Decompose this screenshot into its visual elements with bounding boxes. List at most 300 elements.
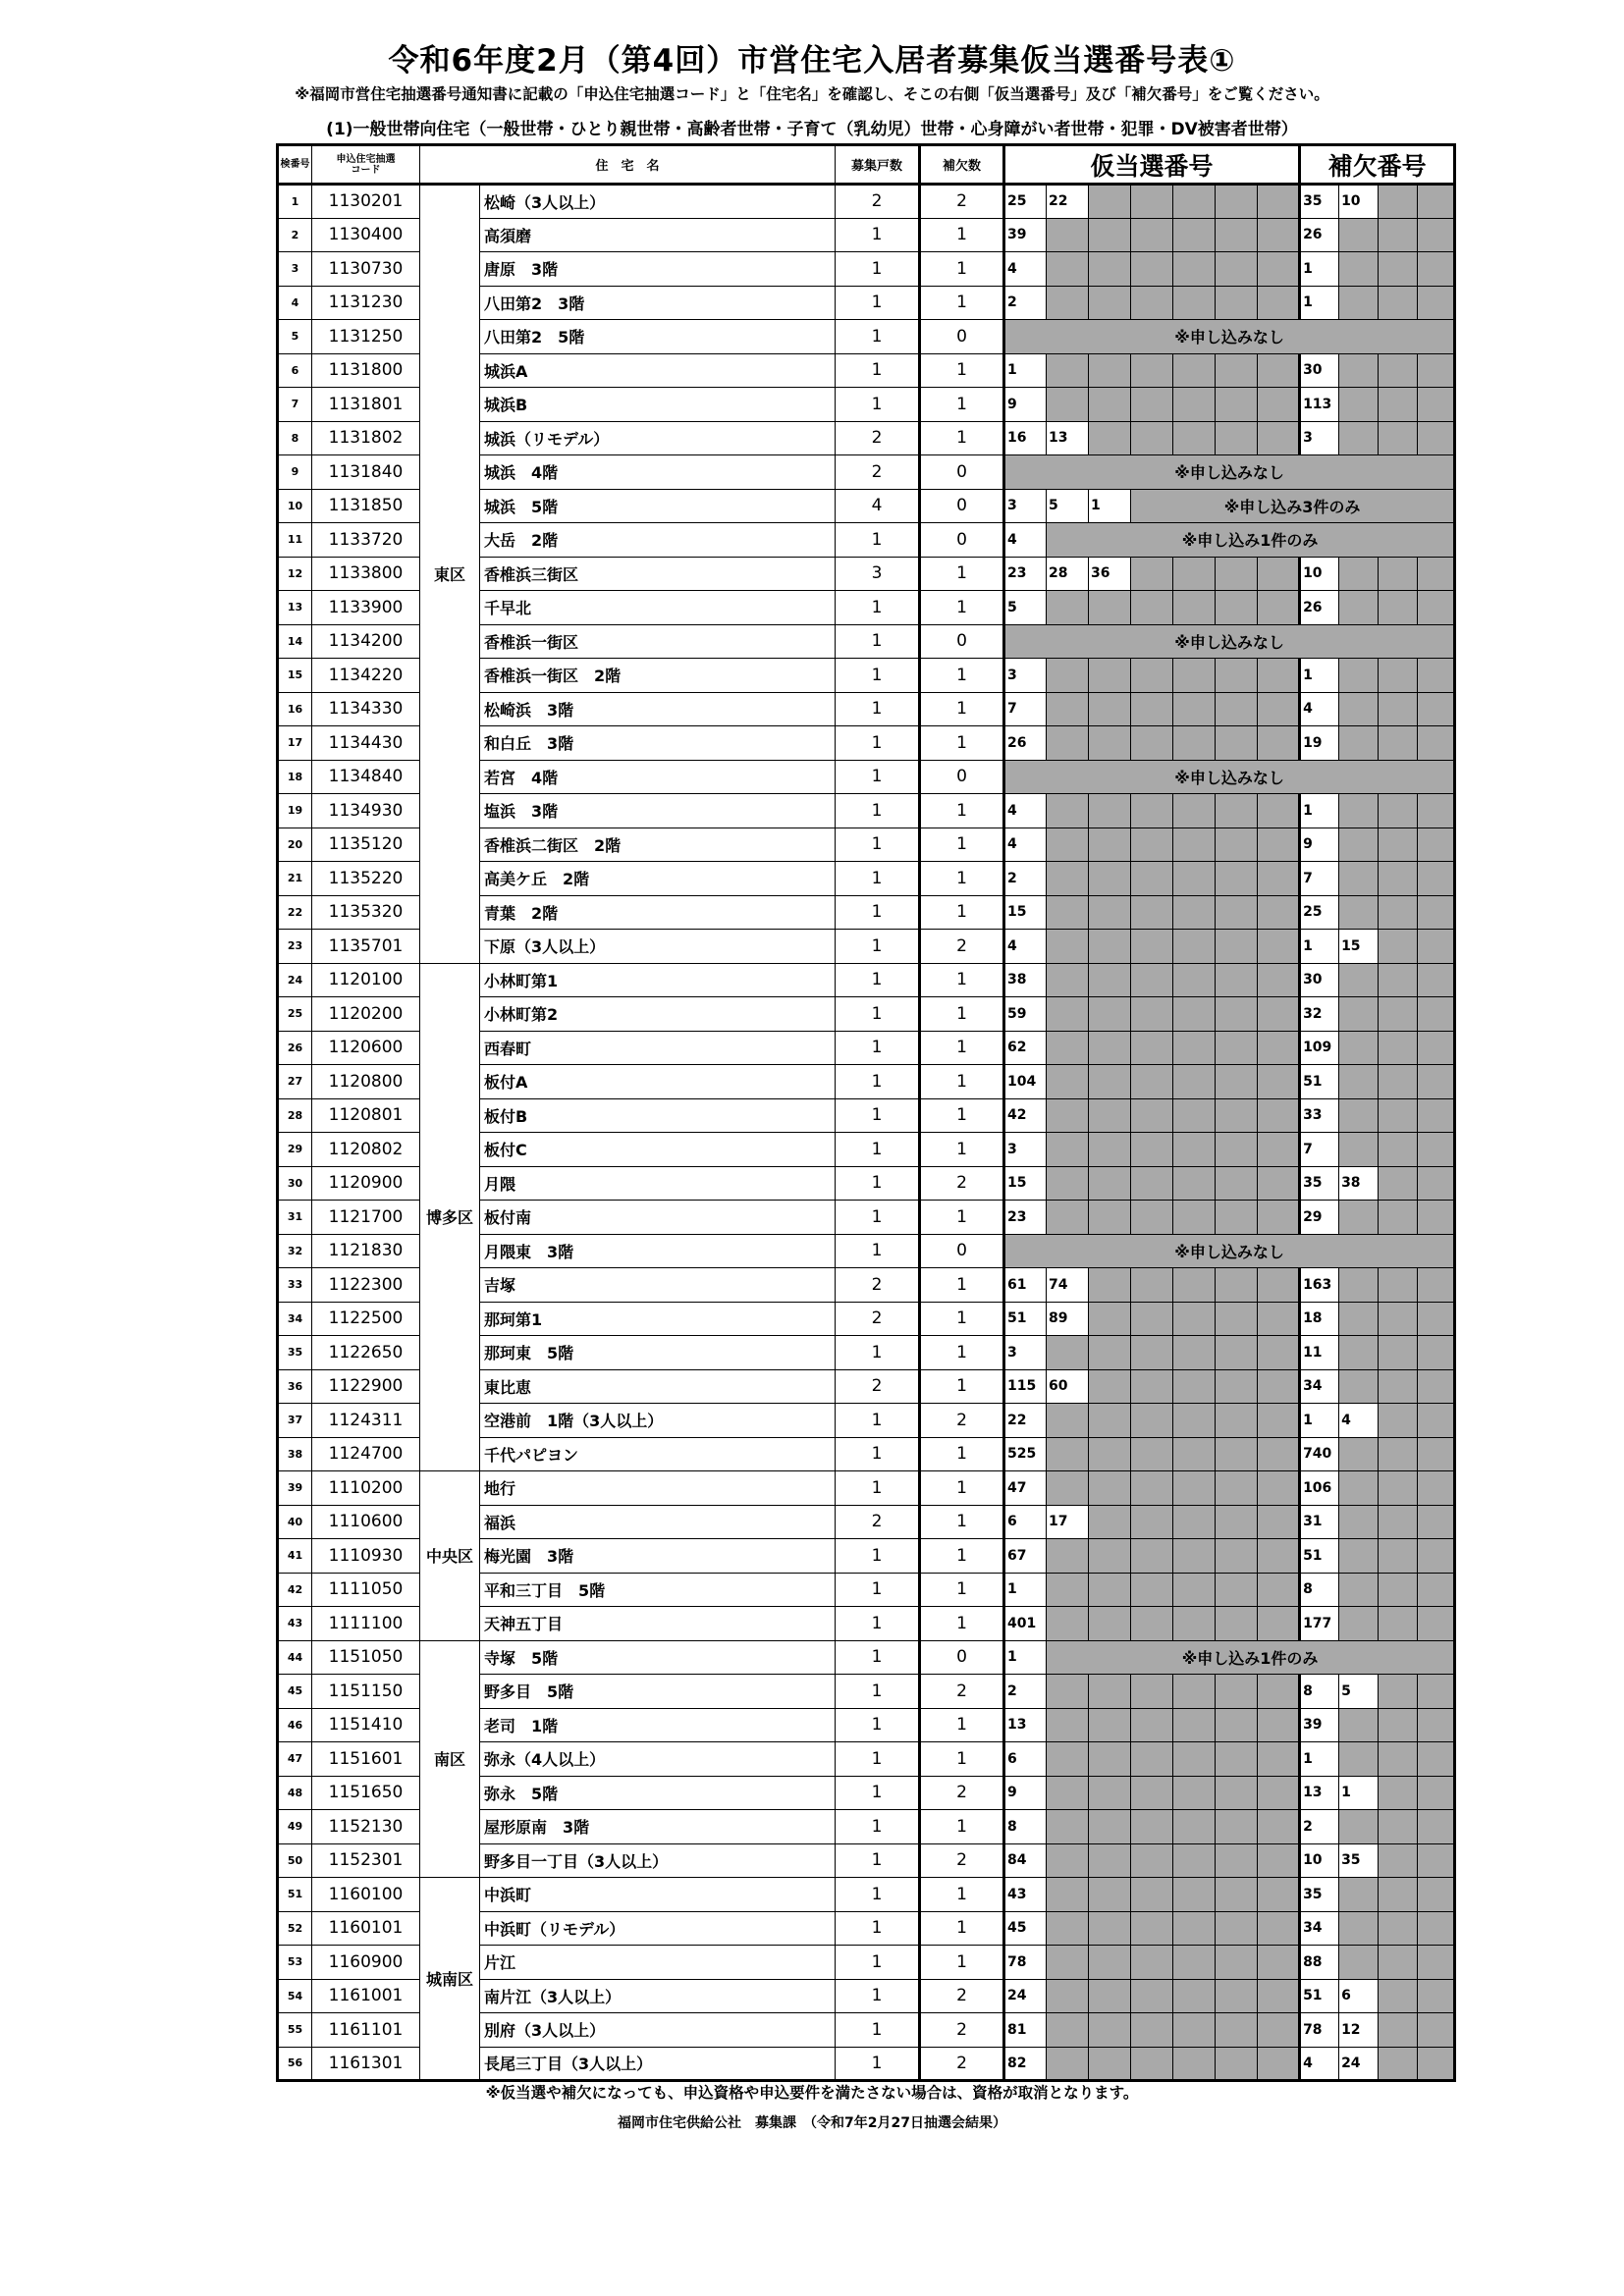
- empty-cell: [1339, 1742, 1379, 1777]
- row-number: 52: [278, 1911, 312, 1946]
- empty-cell: [1216, 1607, 1258, 1641]
- empty-cell: [1216, 1404, 1258, 1438]
- lottery-code: 1131250: [312, 320, 420, 354]
- empty-cell: [1379, 997, 1418, 1032]
- row-number: 26: [278, 1031, 312, 1065]
- provisional-winner-number: 61: [1004, 1268, 1047, 1303]
- row-number: 33: [278, 1268, 312, 1303]
- empty-cell: [1339, 828, 1379, 862]
- empty-cell: [1258, 997, 1300, 1032]
- waitlist-number: 38: [1339, 1166, 1379, 1201]
- provisional-winner-number: 13: [1047, 421, 1089, 455]
- empty-cell: [1379, 1404, 1418, 1438]
- waitlist-number: 740: [1300, 1437, 1339, 1471]
- empty-cell: [1131, 1302, 1173, 1336]
- empty-cell: [1131, 388, 1173, 422]
- empty-cell: [1216, 895, 1258, 930]
- empty-cell: [1173, 692, 1216, 726]
- empty-cell: [1089, 1133, 1131, 1167]
- recruit-count: 1: [836, 1640, 920, 1675]
- provisional-winner-number: 59: [1004, 997, 1047, 1032]
- empty-cell: [1173, 1810, 1216, 1844]
- waitlist-number: 4: [1300, 692, 1339, 726]
- lottery-code: 1134200: [312, 624, 420, 659]
- provisional-winner-number: 17: [1047, 1505, 1089, 1539]
- empty-cell: [1173, 557, 1216, 591]
- empty-cell: [1089, 692, 1131, 726]
- lottery-code: 1160101: [312, 1911, 420, 1946]
- waitlist-count: 1: [920, 1437, 1004, 1471]
- empty-cell: [1216, 794, 1258, 828]
- empty-cell: [1131, 591, 1173, 625]
- empty-cell: [1131, 1776, 1173, 1810]
- lottery-code: 1131800: [312, 353, 420, 388]
- empty-cell: [1216, 1776, 1258, 1810]
- waitlist-number: 15: [1339, 930, 1379, 964]
- housing-category: (1)一般世帯向住宅（一般世帯・ひとり親世帯・高齢者世帯・子育て（乳幼児）世帯・心身障がい者世帯・犯罪・DV被害者世帯）: [326, 120, 1298, 139]
- housing-name: 弥永 5階: [480, 1776, 836, 1810]
- empty-cell: [1216, 1098, 1258, 1133]
- empty-cell: [1131, 1946, 1173, 1980]
- waitlist-number: 8: [1300, 1573, 1339, 1607]
- lottery-code: 1122500: [312, 1302, 420, 1336]
- housing-name: 八田第2 5階: [480, 320, 836, 354]
- recruit-count: 1: [836, 1471, 920, 1506]
- empty-cell: [1173, 963, 1216, 997]
- empty-cell: [1258, 1946, 1300, 1980]
- empty-cell: [1418, 1708, 1455, 1742]
- lottery-code: 1160900: [312, 1946, 420, 1980]
- header-no: 検番号: [278, 145, 312, 185]
- row-number: 41: [278, 1539, 312, 1574]
- empty-cell: [1089, 997, 1131, 1032]
- empty-cell: [1173, 862, 1216, 896]
- empty-cell: [1379, 421, 1418, 455]
- empty-cell: [1379, 1031, 1418, 1065]
- empty-cell: [1339, 1946, 1379, 1980]
- empty-cell: [1418, 1539, 1455, 1574]
- empty-cell: [1131, 1843, 1173, 1878]
- page-title: 令和6年度2月（第4回）市営住宅入居者募集仮当選番号表①: [388, 43, 1236, 79]
- provisional-winner-number: 60: [1047, 1369, 1089, 1404]
- lottery-code: 1122650: [312, 1336, 420, 1370]
- recruit-count: 1: [836, 1133, 920, 1167]
- empty-cell: [1379, 1810, 1418, 1844]
- empty-cell: [1379, 1336, 1418, 1370]
- empty-cell: [1173, 1369, 1216, 1404]
- waitlist-number: 35: [1300, 1878, 1339, 1912]
- empty-cell: [1089, 1675, 1131, 1709]
- housing-name: 弥永（4人以上）: [480, 1742, 836, 1777]
- empty-cell: [1418, 659, 1455, 693]
- empty-cell: [1379, 1098, 1418, 1133]
- provisional-winner-number: 4: [1004, 930, 1047, 964]
- housing-name: 小林町第2: [480, 997, 836, 1032]
- district-name: 南区: [420, 1640, 480, 1878]
- waitlist-number: 163: [1300, 1268, 1339, 1303]
- empty-cell: [1089, 1437, 1131, 1471]
- lottery-code: 1151650: [312, 1776, 420, 1810]
- row-number: 2: [278, 218, 312, 252]
- lottery-code: 1120802: [312, 1133, 420, 1167]
- empty-cell: [1418, 1133, 1455, 1167]
- empty-cell: [1216, 353, 1258, 388]
- provisional-winner-number: 39: [1004, 218, 1047, 252]
- provisional-winner-number: 15: [1004, 1166, 1047, 1201]
- empty-cell: [1089, 388, 1131, 422]
- waitlist-count: 1: [920, 794, 1004, 828]
- waitlist-count: 2: [920, 1675, 1004, 1709]
- lottery-code: 1124311: [312, 1404, 420, 1438]
- empty-cell: [1173, 1979, 1216, 2013]
- empty-cell: [1258, 1065, 1300, 1099]
- empty-cell: [1379, 1065, 1418, 1099]
- empty-cell: [1047, 1878, 1089, 1912]
- waitlist-count: 1: [920, 1369, 1004, 1404]
- provisional-winner-number: 9: [1004, 388, 1047, 422]
- empty-cell: [1216, 1336, 1258, 1370]
- empty-cell: [1047, 1810, 1089, 1844]
- row-number: 35: [278, 1336, 312, 1370]
- waitlist-count: 1: [920, 1098, 1004, 1133]
- row-number: 56: [278, 2047, 312, 2081]
- lottery-code: 1135120: [312, 828, 420, 862]
- empty-cell: [1173, 286, 1216, 320]
- recruit-count: 1: [836, 388, 920, 422]
- empty-cell: [1339, 1708, 1379, 1742]
- recruit-count: 1: [836, 353, 920, 388]
- waitlist-count: 2: [920, 1843, 1004, 1878]
- waitlist-number: 4: [1300, 2047, 1339, 2081]
- row-number: 6: [278, 353, 312, 388]
- lottery-code: 1151050: [312, 1640, 420, 1675]
- lottery-code: 1151410: [312, 1708, 420, 1742]
- housing-name: 中浜町（リモデル）: [480, 1911, 836, 1946]
- empty-cell: [1047, 286, 1089, 320]
- row-number: 24: [278, 963, 312, 997]
- empty-cell: [1216, 1708, 1258, 1742]
- lottery-code: 1152130: [312, 1810, 420, 1844]
- empty-cell: [1339, 997, 1379, 1032]
- waitlist-count: 1: [920, 218, 1004, 252]
- empty-cell: [1379, 1539, 1418, 1574]
- empty-cell: [1258, 692, 1300, 726]
- empty-cell: [1047, 1607, 1089, 1641]
- empty-cell: [1216, 591, 1258, 625]
- empty-cell: [1216, 2013, 1258, 2048]
- lottery-code: 1131840: [312, 455, 420, 490]
- empty-cell: [1131, 557, 1173, 591]
- empty-cell: [1418, 794, 1455, 828]
- recruit-count: 2: [836, 1505, 920, 1539]
- provisional-winner-number: 25: [1004, 185, 1047, 219]
- waitlist-number: 35: [1339, 1843, 1379, 1878]
- district-name: 中央区: [420, 1471, 480, 1641]
- empty-cell: [1379, 794, 1418, 828]
- empty-cell: [1258, 930, 1300, 964]
- waitlist-number: 109: [1300, 1031, 1339, 1065]
- recruit-count: 1: [836, 1776, 920, 1810]
- empty-cell: [1418, 1302, 1455, 1336]
- empty-cell: [1047, 388, 1089, 422]
- empty-cell: [1258, 1607, 1300, 1641]
- provisional-winner-number: 2: [1004, 1675, 1047, 1709]
- housing-name: 下原（3人以上）: [480, 930, 836, 964]
- housing-name: 城浜 5階: [480, 489, 836, 523]
- housing-name: 野多目 5階: [480, 1675, 836, 1709]
- empty-cell: [1216, 1675, 1258, 1709]
- empty-cell: [1258, 1268, 1300, 1303]
- waitlist-number: 32: [1300, 997, 1339, 1032]
- empty-cell: [1418, 252, 1455, 287]
- empty-cell: [1173, 1878, 1216, 1912]
- empty-cell: [1216, 286, 1258, 320]
- waitlist-number: 9: [1300, 828, 1339, 862]
- empty-cell: [1131, 1201, 1173, 1235]
- empty-cell: [1047, 1437, 1089, 1471]
- provisional-winner-number: 1: [1089, 489, 1131, 523]
- empty-cell: [1089, 1302, 1131, 1336]
- empty-cell: [1216, 692, 1258, 726]
- empty-cell: [1339, 1539, 1379, 1574]
- disclaimer-note: ※仮当選や補欠になっても、申込資格や申込要件を満たさない場合は、資格が取消となります。: [485, 2084, 1139, 2102]
- empty-cell: [1047, 1065, 1089, 1099]
- empty-cell: [1173, 1098, 1216, 1133]
- empty-cell: [1418, 1946, 1455, 1980]
- empty-cell: [1089, 1201, 1131, 1235]
- row-number: 4: [278, 286, 312, 320]
- empty-cell: [1089, 828, 1131, 862]
- recruit-count: 1: [836, 1166, 920, 1201]
- empty-cell: [1173, 1302, 1216, 1336]
- waitlist-count: 0: [920, 320, 1004, 354]
- waitlist-number: 1: [1300, 252, 1339, 287]
- empty-cell: [1131, 1810, 1173, 1844]
- recruit-count: 2: [836, 455, 920, 490]
- housing-name: 高美ケ丘 2階: [480, 862, 836, 896]
- empty-cell: [1216, 1437, 1258, 1471]
- empty-cell: [1379, 388, 1418, 422]
- empty-cell: [1089, 1369, 1131, 1404]
- table-row: [278, 1878, 1455, 1912]
- lottery-code: 1134430: [312, 726, 420, 761]
- empty-cell: [1379, 1878, 1418, 1912]
- empty-cell: [1339, 286, 1379, 320]
- empty-cell: [1216, 659, 1258, 693]
- row-number: 5: [278, 320, 312, 354]
- waitlist-number: 26: [1300, 218, 1339, 252]
- provisional-winner-number: 6: [1004, 1505, 1047, 1539]
- waitlist-count: 1: [920, 1911, 1004, 1946]
- empty-cell: [1258, 1166, 1300, 1201]
- empty-cell: [1418, 1878, 1455, 1912]
- empty-cell: [1418, 1573, 1455, 1607]
- waitlist-count: 2: [920, 1776, 1004, 1810]
- empty-cell: [1379, 828, 1418, 862]
- recruit-count: 1: [836, 1573, 920, 1607]
- empty-cell: [1173, 1437, 1216, 1471]
- empty-cell: [1047, 997, 1089, 1032]
- waitlist-number: 10: [1339, 185, 1379, 219]
- empty-cell: [1089, 862, 1131, 896]
- empty-cell: [1089, 421, 1131, 455]
- lottery-code: 1133720: [312, 523, 420, 558]
- recruit-count: 1: [836, 1979, 920, 2013]
- provisional-winner-number: 67: [1004, 1539, 1047, 1574]
- empty-cell: [1258, 1336, 1300, 1370]
- provisional-winner-number: 1: [1004, 353, 1047, 388]
- waitlist-number: 8: [1300, 1675, 1339, 1709]
- empty-cell: [1216, 1471, 1258, 1506]
- empty-cell: [1089, 1471, 1131, 1506]
- empty-cell: [1379, 1166, 1418, 1201]
- empty-cell: [1089, 185, 1131, 219]
- waitlist-number: 19: [1300, 726, 1339, 761]
- empty-cell: [1216, 997, 1258, 1032]
- waitlist-count: 2: [920, 2013, 1004, 2048]
- empty-cell: [1131, 1607, 1173, 1641]
- empty-cell: [1131, 726, 1173, 761]
- waitlist-number: 51: [1300, 1979, 1339, 2013]
- empty-cell: [1258, 185, 1300, 219]
- empty-cell: [1216, 388, 1258, 422]
- empty-cell: [1089, 1098, 1131, 1133]
- recruit-count: 1: [836, 692, 920, 726]
- empty-cell: [1339, 591, 1379, 625]
- empty-cell: [1131, 1675, 1173, 1709]
- empty-cell: [1258, 1505, 1300, 1539]
- table-row: [278, 185, 1455, 219]
- empty-cell: [1216, 218, 1258, 252]
- empty-cell: [1089, 353, 1131, 388]
- empty-cell: [1258, 659, 1300, 693]
- waitlist-count: 2: [920, 185, 1004, 219]
- empty-cell: [1047, 1708, 1089, 1742]
- empty-cell: [1339, 1878, 1379, 1912]
- empty-cell: [1131, 286, 1173, 320]
- empty-cell: [1379, 218, 1418, 252]
- recruit-count: 1: [836, 1234, 920, 1268]
- provisional-winner-number: 7: [1004, 692, 1047, 726]
- empty-cell: [1131, 1437, 1173, 1471]
- waitlist-count: 1: [920, 1031, 1004, 1065]
- empty-cell: [1216, 1810, 1258, 1844]
- empty-cell: [1173, 1607, 1216, 1641]
- housing-name: 平和三丁目 5階: [480, 1573, 836, 1607]
- provisional-winner-number: 22: [1047, 185, 1089, 219]
- recruit-count: 1: [836, 1336, 920, 1370]
- empty-cell: [1089, 1878, 1131, 1912]
- district-name: 東区: [420, 185, 480, 964]
- waitlist-count: 1: [920, 1302, 1004, 1336]
- empty-cell: [1131, 692, 1173, 726]
- empty-cell: [1089, 794, 1131, 828]
- empty-cell: [1418, 1675, 1455, 1709]
- lottery-code: 1130400: [312, 218, 420, 252]
- empty-cell: [1173, 726, 1216, 761]
- empty-cell: [1216, 1505, 1258, 1539]
- provisional-winner-number: 104: [1004, 1065, 1047, 1099]
- housing-name: 天神五丁目: [480, 1607, 836, 1641]
- empty-cell: [1216, 930, 1258, 964]
- provisional-winner-number: 16: [1004, 421, 1047, 455]
- waitlist-count: 1: [920, 1336, 1004, 1370]
- provisional-winner-number: 1: [1004, 1573, 1047, 1607]
- empty-cell: [1258, 421, 1300, 455]
- waitlist-count: 0: [920, 760, 1004, 794]
- row-number: 28: [278, 1098, 312, 1133]
- waitlist-count: 1: [920, 828, 1004, 862]
- housing-name: 中浜町: [480, 1878, 836, 1912]
- empty-cell: [1131, 1979, 1173, 2013]
- lottery-code: 1133900: [312, 591, 420, 625]
- empty-cell: [1258, 1133, 1300, 1167]
- provisional-winner-number: 78: [1004, 1946, 1047, 1980]
- row-number: 36: [278, 1369, 312, 1404]
- empty-cell: [1339, 421, 1379, 455]
- row-number: 18: [278, 760, 312, 794]
- provisional-winner-number: 3: [1004, 1133, 1047, 1167]
- empty-cell: [1131, 1911, 1173, 1946]
- empty-cell: [1173, 1911, 1216, 1946]
- provisional-winner-number: 4: [1004, 523, 1047, 558]
- empty-cell: [1418, 963, 1455, 997]
- empty-cell: [1131, 1369, 1173, 1404]
- empty-cell: [1379, 726, 1418, 761]
- housing-name: 片江: [480, 1946, 836, 1980]
- waitlist-count: 1: [920, 692, 1004, 726]
- recruit-count: 1: [836, 1911, 920, 1946]
- empty-cell: [1379, 1369, 1418, 1404]
- empty-cell: [1047, 1911, 1089, 1946]
- waitlist-number: 30: [1300, 963, 1339, 997]
- empty-cell: [1131, 1878, 1173, 1912]
- provisional-winner-number: 74: [1047, 1268, 1089, 1303]
- waitlist-count: 2: [920, 1979, 1004, 2013]
- waitlist-number: 113: [1300, 388, 1339, 422]
- table-row: [278, 1471, 1455, 1506]
- waitlist-count: 1: [920, 862, 1004, 896]
- lottery-code: 1161301: [312, 2047, 420, 2081]
- empty-cell: [1258, 353, 1300, 388]
- empty-cell: [1173, 828, 1216, 862]
- empty-cell: [1258, 252, 1300, 287]
- waitlist-count: 2: [920, 1404, 1004, 1438]
- empty-cell: [1379, 963, 1418, 997]
- row-number: 37: [278, 1404, 312, 1438]
- housing-name: 月隈東 3階: [480, 1234, 836, 1268]
- recruit-count: 1: [836, 591, 920, 625]
- lottery-code: 1110930: [312, 1539, 420, 1574]
- lottery-code: 1130730: [312, 252, 420, 287]
- empty-cell: [1216, 1031, 1258, 1065]
- housing-name: 空港前 1階（3人以上）: [480, 1404, 836, 1438]
- empty-cell: [1173, 1031, 1216, 1065]
- empty-cell: [1216, 1843, 1258, 1878]
- empty-cell: [1131, 1708, 1173, 1742]
- waitlist-number: 4: [1339, 1404, 1379, 1438]
- empty-cell: [1339, 1302, 1379, 1336]
- row-number: 10: [278, 489, 312, 523]
- empty-cell: [1089, 963, 1131, 997]
- empty-cell: [1216, 1302, 1258, 1336]
- empty-cell: [1173, 1201, 1216, 1235]
- empty-cell: [1258, 1843, 1300, 1878]
- recruit-count: 1: [836, 1437, 920, 1471]
- empty-cell: [1418, 2013, 1455, 2048]
- waitlist-count: 2: [920, 1166, 1004, 1201]
- waitlist-number: 39: [1300, 1708, 1339, 1742]
